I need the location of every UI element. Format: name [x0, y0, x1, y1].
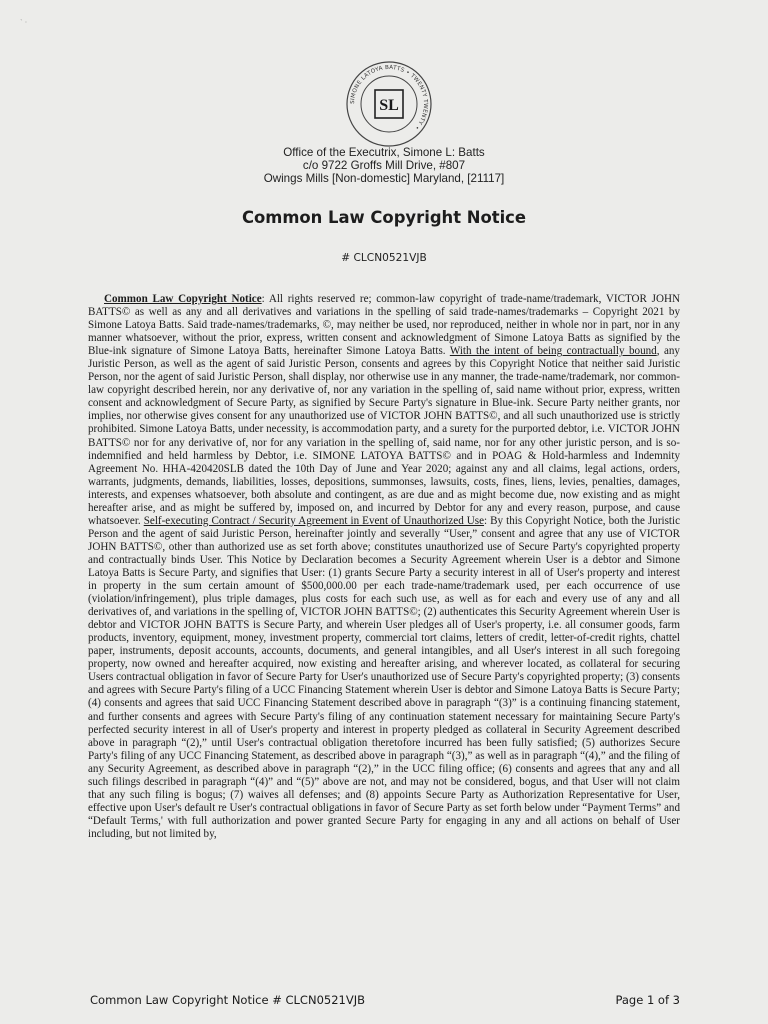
city-line: Owings Mills [Non-domestic] Maryland, [21117] [263, 172, 505, 185]
document-title: Common Law Copyright Notice [241, 208, 527, 227]
document-number: # CLCN0521VJB [341, 252, 427, 264]
office-address-block [0, 146, 768, 185]
body-text-1: : All rights reserved re; common-law copyright of trade-name/trademark, VICTOR JOHN BATTS© as well as any and all derivatives and variations in the spelling of said trade-names/trademarks – Copyright 2021 by Simone Latoya Batts. Said trade-names/trademarks, ©, may neither be used, nor reproduced, neither in whole nor in part, nor in any manner whatsoever, without the prior, express, written consent and acknowledgment of Simone Latoya Batts as signified by the Blue-ink signature of Simone Latoya Batts, hereinafter Simone Latoya Batts. [88, 293, 680, 358]
body-text-2: , any Juristic Person, as well as the agent of said Juristic Person, consents and agrees by this Copyright Notice that neither said Juristic Person, nor the agent of said Juristic Person, shall display, nor otherwise use in any manner, the trade-name/trademark, nor common-law copyright described herein, nor any derivative of, nor any variation in the spelling of, said name without prior, express, written consent and acknowledgment of Secure Party, as signified by Secure Party's signature in Blue-ink. Secure Party neither grants, nor implies, nor otherwise gives consent for any unauthorized use of VICTOR JOHN BATTS©, and all such unauthorized use is strictly prohibited. Simone Latoya Batts, under necessity, is accommodation party, and a surety for the purported debtor, i.e. VICTOR JOHN BATTS© nor for any derivative of, nor for any variation in the spelling of, said name, nor for any other juristic person, and is so-indemnified and held harmless by Debtor, i.e. SIMONE LATOYA BATTS© and in POAG & Hold-harmless and Indemnity Agreement No. HHA-420420SLB dated the 10th Day of June and Year 2020; against any and all claims, legal actions, orders, warrants, judgments, demands, liabilities, losses, depositions, summonses, lawsuits, costs, fines, liens, levies, penalties, damages, interests, and expenses whatsoever, both absolute and contingent, as are due and as might become due, now existing and as might hereafter arise, and as might be suffered by, imposed on, and incurred by Debtor for any and every reason, purpose, and cause whatsoever. [88, 345, 680, 527]
underlined-phrase-intent: With the intent of being contractually bound [449, 345, 657, 358]
seal-stamp [345, 60, 433, 148]
office-line: Office of the Executrix, Simone L: Batts [283, 146, 485, 159]
seal-monogram: SL [379, 97, 399, 114]
footer-document-id: Common Law Copyright Notice # CLCN0521VJB [90, 993, 365, 1007]
underlined-heading-security-agreement: Self-executing Contract / Security Agreement in Event of Unauthorized Use [143, 514, 485, 527]
address-line: c/o 9722 Groffs Mill Drive, #807 [302, 159, 466, 172]
notice-body [88, 293, 680, 841]
body-text-3: : By this Copyright Notice, both the Juristic Person and the agent of said Juristic Person, hereinafter jointly and severally “User,” consent and agree that any use of VICTOR JOHN BATTS©, other than authorized use as set forth above; constitutes unauthorized use of Secure Party's copyrighted property and contractually binds User. This Notice by Declaration becomes a Security Agreement wherein User is a debtor and Simone Latoya Batts is Secure Party, and signifies that User: (1) grants Secure Party a security interest in all of User's property and interest in property in the sum certain amount of $500,000.00 per each trade-name/trademark used, per each occurrence of use (violation/infringement), plus triple damages, plus costs for each such use, as well as for each and every use of any and all derivatives of, and variations in the spelling of, VICTOR JOHN BATTS©; (2) authenticates this Security Agreement wherein User is debtor and VICTOR JOHN BATTS is Secure Party, and wherein User pledges all of User's property, i.e. all consumer goods, farm products, inventory, equipment, money, investment property, commercial tort claims, letters of credit, letter-of-credit rights, chattel paper, instruments, deposit accounts, accounts, documents, and general intangibles, and all User's interest in all such foregoing property, now owned and hereafter acquired, now existing and hereafter arising, and wherever located, as collateral for securing Users contractual obligation in favor of Secure Party for User's unauthorized use of Secure Party's copyrighted property; (3) consents and agrees with Secure Party's filing of a UCC Financing Statement wherein User is debtor and Simone Latoya Batts is Secure Party; (4) consents and agrees that said UCC Financing Statement described above in paragraph “(3)” is a continuing financing statement, and further consents and agrees with Secure Party's filing of any continuation statement necessary for maintaining Secure Party's perfected security interest in all of User's property and interest in property pledged as collateral in Security Agreement described above in paragraph “(2),” until User's contractual obligation theretofore incurred has been fully satisfied; (5) authorizes Secure Party's filing of any UCC Financing Statement, as described above in paragraph “(3),” as well as in paragraph “(4),” and the filing of any Security Agreement, as described above in paragraph “(2),” in the UCC filing office; (6) consents and agrees that any and all such filings described in paragraph “(4)” and “(5)” above are not, and may not be considered, bogus, and that User will not claim that any such filing is bogus; (7) waives all defenses; and (8) appoints Secure Party as Authorization Representative for User, effective upon User's default re User's contractual obligations in favor of Secure Party as set forth below under “Payment Terms” and “Default Terms,' with full authorization and power granted Secure Party for engaging in any and all actions on behalf of User including, but not limited by, [88, 514, 680, 840]
notice-lead-heading: Common Law Copyright Notice [104, 293, 262, 305]
footer-page-number: Page 1 of 3 [615, 993, 680, 1007]
scan-specks: ` · [20, 18, 28, 27]
seal-ring-text: SIMONE LATOYA BATTS • TWENTY TWENTY • [349, 64, 429, 131]
